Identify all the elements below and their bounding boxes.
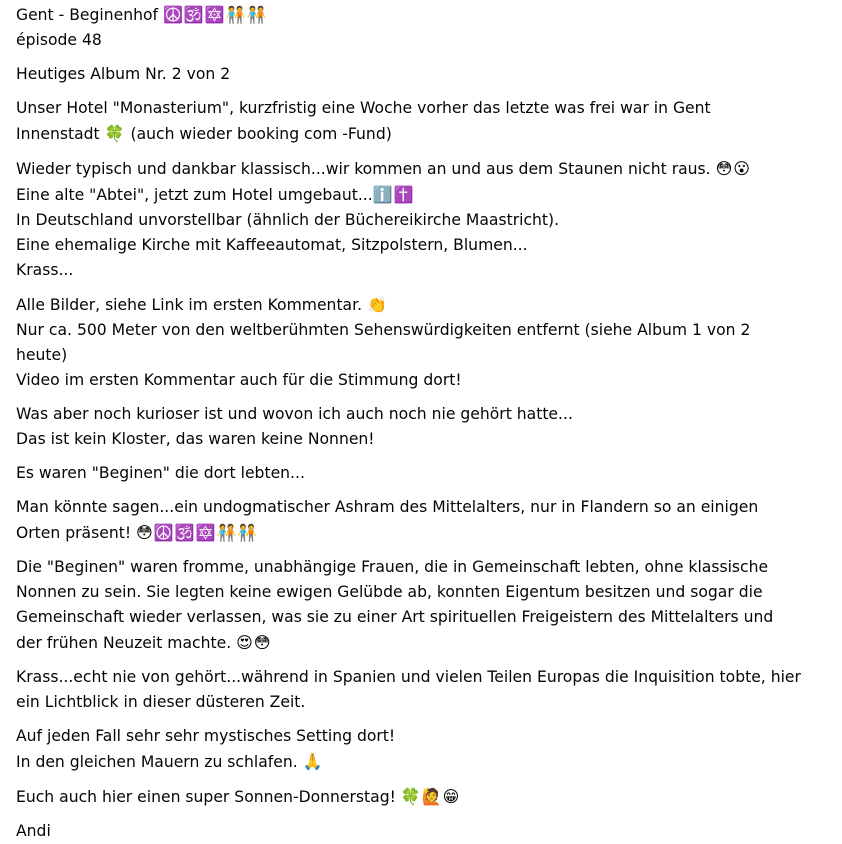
post-line-text: (auch wieder booking com -Fund) bbox=[125, 125, 392, 143]
post-line-text: der frühen Neuzeit machte. bbox=[16, 634, 237, 652]
post-line bbox=[16, 427, 832, 452]
post-line-text: Auf jeden Fall sehr sehr mystisches Setting dort! bbox=[16, 727, 396, 745]
emoji-icon: 😍😳 bbox=[236, 633, 272, 652]
post-line-text: épisode 48 bbox=[16, 31, 102, 49]
post-line-text: Andi bbox=[16, 822, 51, 840]
post-line bbox=[16, 368, 832, 393]
post-line bbox=[16, 665, 832, 690]
post-line bbox=[16, 819, 832, 844]
post-line bbox=[16, 402, 832, 427]
post-line-text: Innenstadt bbox=[16, 125, 105, 143]
post-paragraph bbox=[16, 461, 832, 486]
post-line-text: Wieder typisch und dankbar klassisch...wir kommen an und aus dem Staunen nicht raus. bbox=[16, 160, 716, 178]
emoji-icon: 🍀🙋😁 bbox=[400, 787, 461, 806]
post-line bbox=[16, 461, 832, 486]
emoji-icon: ℹ️✝️ bbox=[372, 185, 415, 204]
post-line bbox=[16, 121, 832, 147]
post-line bbox=[16, 292, 832, 318]
post-line-text: Alle Bilder, siehe Link im ersten Kommentar. bbox=[16, 296, 368, 314]
post-line-text: Video im ersten Kommentar auch für die Stimmung dort! bbox=[16, 371, 462, 389]
emoji-icon: 😳☮️🕉️🔯🧑‍🤝‍🧑🧑‍🤝‍🧑 bbox=[136, 523, 259, 542]
post-line bbox=[16, 495, 832, 520]
post-paragraph bbox=[16, 96, 832, 147]
post-line bbox=[16, 156, 832, 182]
post-line-text: Unser Hotel "Monasterium", kurzfristig eine Woche vorher das letzte was frei war in Gent bbox=[16, 99, 711, 117]
post-line bbox=[16, 233, 832, 258]
post-line-text: heute) bbox=[16, 346, 68, 364]
post-line bbox=[16, 343, 832, 368]
post-line bbox=[16, 555, 832, 580]
post-line-text: ein Lichtblick in dieser düsteren Zeit. bbox=[16, 693, 306, 711]
post-line bbox=[16, 258, 832, 283]
post-line bbox=[16, 630, 832, 656]
post-line bbox=[16, 208, 832, 233]
post-line-text: Die "Beginen" waren fromme, unabhängige Frauen, die in Gemeinschaft lebten, ohne klassische bbox=[16, 558, 769, 576]
post-line-text: Nur ca. 500 Meter von den weltberühmten Sehenswürdigkeiten entfernt (siehe Album 1 von 2 bbox=[16, 321, 751, 339]
post-line-text: Eine alte "Abtei", jetzt zum Hotel umgebaut... bbox=[16, 186, 373, 204]
post-line bbox=[16, 784, 832, 810]
post-paragraph bbox=[16, 402, 832, 452]
post-line-text: Gemeinschaft wieder verlassen, was sie zu einer Art spirituellen Freigeistern des Mittelalters und bbox=[16, 608, 774, 626]
post-line-text: Nonnen zu sein. Sie legten keine ewigen Gelübde ab, konnten Eigentum besitzen und sogar die bbox=[16, 583, 763, 601]
post-paragraph bbox=[16, 665, 832, 715]
post-paragraph bbox=[16, 819, 832, 844]
post-line-text: Was aber noch kurioser ist und wovon ich auch noch nie gehört hatte... bbox=[16, 405, 573, 423]
post-line-text: Eine ehemalige Kirche mit Kaffeeautomat, Sitzpolstern, Blumen... bbox=[16, 236, 528, 254]
post-line-text: In den gleichen Mauern zu schlafen. bbox=[16, 753, 303, 771]
post-line bbox=[16, 520, 832, 546]
post-line-text: Man könnte sagen...ein undogmatischer Ashram des Mittelalters, nur in Flandern so an einigen bbox=[16, 498, 759, 516]
post-paragraph bbox=[16, 156, 832, 283]
post-paragraph bbox=[16, 495, 832, 546]
post-line bbox=[16, 749, 832, 775]
post-paragraph bbox=[16, 724, 832, 775]
post-line-text: Das ist kein Kloster, das waren keine Nonnen! bbox=[16, 430, 375, 448]
post-paragraph bbox=[16, 784, 832, 810]
post-line bbox=[16, 605, 832, 630]
post-paragraph bbox=[16, 292, 832, 393]
post-line-text: Orten präsent! bbox=[16, 524, 137, 542]
post-line bbox=[16, 724, 832, 749]
post-line bbox=[16, 182, 832, 208]
emoji-icon: ☮️🕉️🔯🧑‍🤝‍🧑🧑‍🤝‍🧑 bbox=[162, 5, 268, 24]
post-line-text: Gent - Beginenhof bbox=[16, 6, 163, 24]
post-line-text: Krass... bbox=[16, 261, 74, 279]
post-line-text: Euch auch hier einen super Sonnen-Donnerstag! bbox=[16, 788, 401, 806]
post-paragraph bbox=[16, 555, 832, 656]
post-paragraph bbox=[16, 62, 832, 87]
emoji-icon: 🙏 bbox=[302, 752, 324, 771]
emoji-icon: 🍀 bbox=[104, 124, 126, 143]
post-line bbox=[16, 96, 832, 121]
post-line bbox=[16, 318, 832, 343]
post-line bbox=[16, 580, 832, 605]
post-line bbox=[16, 690, 832, 715]
emoji-icon: 👏 bbox=[367, 295, 388, 314]
post-line-text: Heutiges Album Nr. 2 von 2 bbox=[16, 65, 231, 83]
post-line-text: Es waren "Beginen" die dort lebten... bbox=[16, 464, 305, 482]
emoji-icon: 😳😮 bbox=[715, 159, 751, 178]
post-line bbox=[16, 62, 832, 87]
post-paragraph bbox=[16, 2, 832, 53]
post-line-text: In Deutschland unvorstellbar (ähnlich der Büchereikirche Maastricht). bbox=[16, 211, 560, 229]
post-line bbox=[16, 2, 832, 28]
post-line bbox=[16, 28, 832, 53]
post-line-text: Krass...echt nie von gehört...während in Spanien und vielen Teilen Europas die Inquisition tobte, hier bbox=[16, 668, 801, 686]
